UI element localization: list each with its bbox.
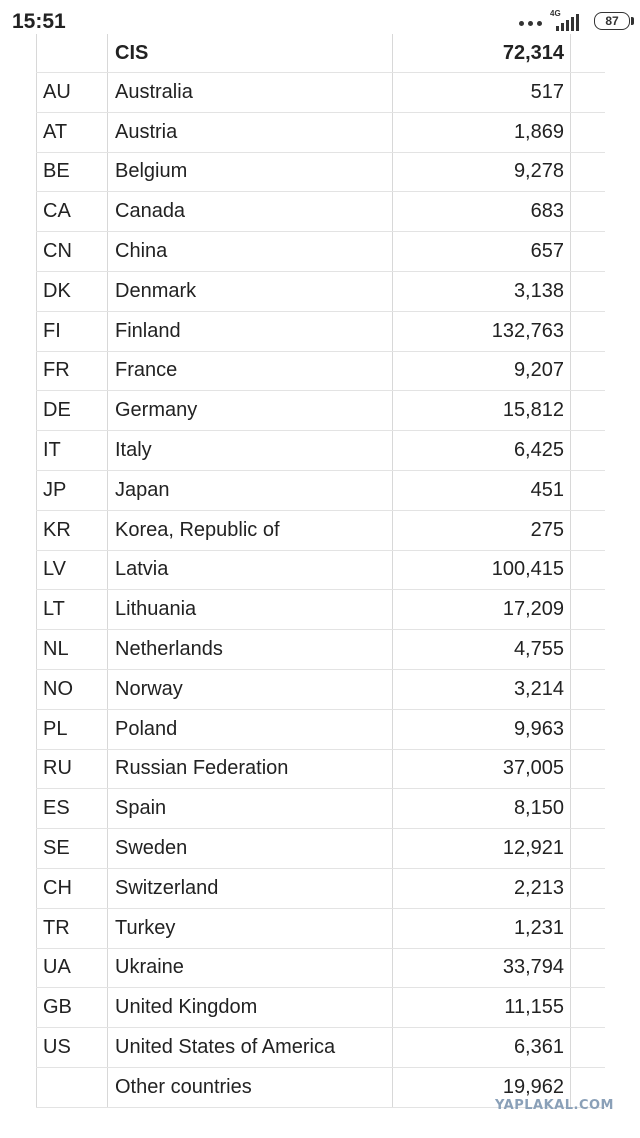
table-extra-cell bbox=[571, 908, 606, 948]
country-value-cell: 19,962 bbox=[393, 1067, 571, 1107]
country-value-cell: 132,763 bbox=[393, 311, 571, 351]
country-value-cell: 15,812 bbox=[393, 391, 571, 431]
country-table-container bbox=[36, 34, 604, 1108]
table-header-row bbox=[37, 34, 606, 73]
country-value-cell: 11,155 bbox=[393, 988, 571, 1028]
network-type-label: 4G bbox=[550, 9, 561, 18]
country-value-cell: 17,209 bbox=[393, 590, 571, 630]
table-row bbox=[37, 510, 606, 550]
country-name-cell: Ukraine bbox=[108, 948, 393, 988]
country-name-cell: France bbox=[108, 351, 393, 391]
table-extra-cell bbox=[571, 988, 606, 1028]
country-value-cell: 8,150 bbox=[393, 789, 571, 829]
country-code-cell: KR bbox=[37, 510, 108, 550]
table-extra-cell bbox=[571, 470, 606, 510]
country-name-cell: Russian Federation bbox=[108, 749, 393, 789]
country-code-cell: NO bbox=[37, 669, 108, 709]
status-icons bbox=[519, 8, 630, 34]
country-code-cell: DE bbox=[37, 391, 108, 431]
country-code-cell: FI bbox=[37, 311, 108, 351]
country-name-cell: Canada bbox=[108, 192, 393, 232]
country-code-cell: AU bbox=[37, 73, 108, 113]
table-row bbox=[37, 351, 606, 391]
table-row bbox=[37, 470, 606, 510]
table-extra-cell bbox=[571, 590, 606, 630]
table-extra-cell bbox=[571, 311, 606, 351]
country-value-cell: 2,213 bbox=[393, 868, 571, 908]
country-name-cell: Latvia bbox=[108, 550, 393, 590]
table-extra-cell bbox=[571, 709, 606, 749]
country-code-cell: US bbox=[37, 1028, 108, 1068]
country-code-cell: RU bbox=[37, 749, 108, 789]
table-extra-cell bbox=[571, 669, 606, 709]
country-value-cell: 6,361 bbox=[393, 1028, 571, 1068]
country-value-cell: 275 bbox=[393, 510, 571, 550]
country-name-cell: Italy bbox=[108, 431, 393, 471]
table-extra-cell bbox=[571, 232, 606, 272]
table-extra-cell bbox=[571, 351, 606, 391]
table-row bbox=[37, 550, 606, 590]
country-name-cell: Lithuania bbox=[108, 590, 393, 630]
country-table bbox=[36, 34, 605, 1108]
country-value-cell: 1,231 bbox=[393, 908, 571, 948]
table-row bbox=[37, 73, 606, 113]
country-code-cell: LV bbox=[37, 550, 108, 590]
table-extra-cell bbox=[571, 112, 606, 152]
table-extra-cell bbox=[571, 431, 606, 471]
table-extra-cell bbox=[571, 749, 606, 789]
country-value-cell: 9,278 bbox=[393, 152, 571, 192]
country-name-cell: Finland bbox=[108, 311, 393, 351]
table-extra-cell bbox=[571, 192, 606, 232]
country-code-cell: NL bbox=[37, 630, 108, 670]
country-code-cell: DK bbox=[37, 271, 108, 311]
signal-strength-icon bbox=[550, 9, 586, 33]
country-name-cell: United States of America bbox=[108, 1028, 393, 1068]
country-code-cell: CA bbox=[37, 192, 108, 232]
country-name-cell: United Kingdom bbox=[108, 988, 393, 1028]
country-value-cell: 33,794 bbox=[393, 948, 571, 988]
table-row bbox=[37, 152, 606, 192]
country-code-cell: TR bbox=[37, 908, 108, 948]
country-name-cell: Germany bbox=[108, 391, 393, 431]
table-row bbox=[37, 112, 606, 152]
country-code-cell: CH bbox=[37, 868, 108, 908]
table-extra-cell bbox=[571, 152, 606, 192]
country-name-cell: Norway bbox=[108, 669, 393, 709]
header-value-cell: 72,314 bbox=[393, 34, 571, 73]
country-name-cell: Australia bbox=[108, 73, 393, 113]
table-row bbox=[37, 271, 606, 311]
table-extra-cell bbox=[571, 271, 606, 311]
table-extra-cell bbox=[571, 789, 606, 829]
table-row bbox=[37, 1028, 606, 1068]
more-dots-icon bbox=[519, 21, 542, 26]
header-name-cell: CIS bbox=[108, 34, 393, 73]
table-extra-cell bbox=[571, 868, 606, 908]
table-extra-cell bbox=[571, 630, 606, 670]
country-code-cell: ES bbox=[37, 789, 108, 829]
country-value-cell: 12,921 bbox=[393, 829, 571, 869]
table-row bbox=[37, 669, 606, 709]
country-code-cell: CN bbox=[37, 232, 108, 272]
country-code-cell: UA bbox=[37, 948, 108, 988]
table-extra-cell bbox=[571, 550, 606, 590]
country-value-cell: 451 bbox=[393, 470, 571, 510]
country-code-cell: BE bbox=[37, 152, 108, 192]
country-name-cell: Other countries bbox=[108, 1067, 393, 1107]
table-extra-cell bbox=[571, 829, 606, 869]
battery-level: 87 bbox=[605, 14, 619, 28]
table-extra-cell bbox=[571, 34, 606, 73]
country-value-cell: 1,869 bbox=[393, 112, 571, 152]
country-name-cell: Sweden bbox=[108, 829, 393, 869]
table-row bbox=[37, 789, 606, 829]
country-name-cell: Austria bbox=[108, 112, 393, 152]
table-row bbox=[37, 709, 606, 749]
country-value-cell: 517 bbox=[393, 73, 571, 113]
country-name-cell: Denmark bbox=[108, 271, 393, 311]
table-extra-cell bbox=[571, 510, 606, 550]
table-extra-cell bbox=[571, 391, 606, 431]
table-row bbox=[37, 232, 606, 272]
country-code-cell: JP bbox=[37, 470, 108, 510]
battery-icon bbox=[594, 12, 630, 30]
table-row bbox=[37, 630, 606, 670]
country-value-cell: 657 bbox=[393, 232, 571, 272]
country-code-cell: SE bbox=[37, 829, 108, 869]
country-code-cell: IT bbox=[37, 431, 108, 471]
country-code-cell: AT bbox=[37, 112, 108, 152]
table-row bbox=[37, 948, 606, 988]
country-value-cell: 9,963 bbox=[393, 709, 571, 749]
table-extra-cell bbox=[571, 1028, 606, 1068]
country-name-cell: Korea, Republic of bbox=[108, 510, 393, 550]
table-row bbox=[37, 908, 606, 948]
table-extra-cell bbox=[571, 73, 606, 113]
table-row bbox=[37, 988, 606, 1028]
country-code-cell: LT bbox=[37, 590, 108, 630]
country-value-cell: 6,425 bbox=[393, 431, 571, 471]
status-time: 15:51 bbox=[12, 10, 66, 33]
country-value-cell: 683 bbox=[393, 192, 571, 232]
country-value-cell: 4,755 bbox=[393, 630, 571, 670]
table-row bbox=[37, 590, 606, 630]
country-name-cell: Spain bbox=[108, 789, 393, 829]
country-value-cell: 9,207 bbox=[393, 351, 571, 391]
table-row bbox=[37, 192, 606, 232]
table-row bbox=[37, 749, 606, 789]
table-row bbox=[37, 868, 606, 908]
country-code-cell: FR bbox=[37, 351, 108, 391]
country-name-cell: Japan bbox=[108, 470, 393, 510]
country-value-cell: 37,005 bbox=[393, 749, 571, 789]
country-code-cell: GB bbox=[37, 988, 108, 1028]
country-name-cell: Turkey bbox=[108, 908, 393, 948]
country-code-cell bbox=[37, 1067, 108, 1107]
country-name-cell: China bbox=[108, 232, 393, 272]
country-code-cell: PL bbox=[37, 709, 108, 749]
country-name-cell: Switzerland bbox=[108, 868, 393, 908]
country-name-cell: Poland bbox=[108, 709, 393, 749]
table-row bbox=[37, 829, 606, 869]
country-name-cell: Belgium bbox=[108, 152, 393, 192]
table-row bbox=[37, 431, 606, 471]
country-value-cell: 100,415 bbox=[393, 550, 571, 590]
table-extra-cell bbox=[571, 948, 606, 988]
table-row bbox=[37, 391, 606, 431]
table-row bbox=[37, 311, 606, 351]
country-name-cell: Netherlands bbox=[108, 630, 393, 670]
country-value-cell: 3,214 bbox=[393, 669, 571, 709]
header-code-cell bbox=[37, 34, 108, 73]
country-value-cell: 3,138 bbox=[393, 271, 571, 311]
watermark: YAPLAKAL.COM bbox=[495, 1098, 614, 1113]
